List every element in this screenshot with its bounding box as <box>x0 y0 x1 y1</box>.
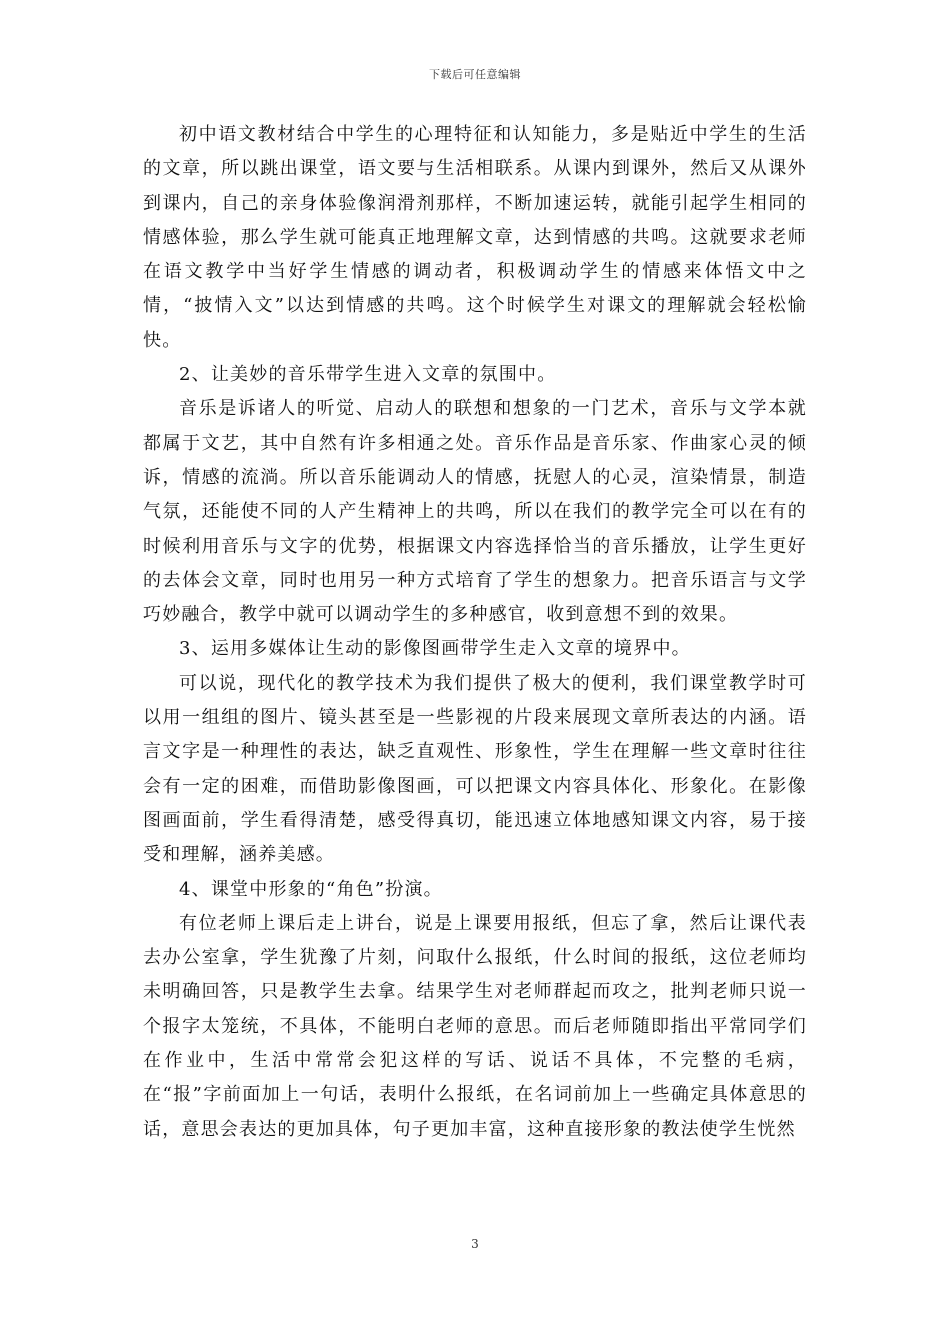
document-body <box>143 118 807 1147</box>
paragraph-multimedia: 可以说，现代化的教学技术为我们提供了极大的便利，我们课堂教学时可以用一组组的图片、镜头甚至是一些影视的片段来展现文章所表达的内涵。语言文字是一种理性的表达，缺乏直观性、形象性，学生在理解一些文章时往往会有一定的困难，而借助影像图画，可以把课文内容具体化、形象化。在影像图画面前，学生看得清楚，感受得真切，能迅速立体地感知课文内容，易于接受和理解，涵养美感。 <box>143 672 807 866</box>
paragraph-music: 音乐是诉诸人的听觉、启动人的联想和想象的一门艺术，音乐与文学本就都属于文艺，其中自然有许多相通之处。音乐作品是音乐家、作曲家心灵的倾诉，情感的流淌。所以音乐能调动人的情感，抚慰人的心灵，渲染情景，制造气氛，还能使不同的人产生精神上的共鸣，所以在我们的教学完全可以在有的时候利用音乐与文字的优势，根据课文内容选择恰当的音乐播放，让学生更好的去体会文章，同时也用另一种方式培育了学生的想象力。把音乐语言与文学巧妙融合，教学中就可以调动学生的多种感官，收到意想不到的效果。 <box>143 398 807 626</box>
paragraph-life-connection: 初中语文教材结合中学生的心理特征和认知能力，多是贴近中学生的生活的文章，所以跳出课堂，语文要与生活相联系。从课内到课外，然后又从课外到课内，自己的亲身体验像润滑剂那样，不断加速运转，就能引起学生相同的情感体验，那么学生就可能真正地理解文章，达到情感的共鸣。这就要求老师在语文教学中当好学生情感的调动者，积极调动学生的情感来体悟文中之情，“披情入文”以达到情感的共鸣。这个时候学生对课文的理解就会轻松愉快。 <box>143 124 807 351</box>
section-heading-music: 2、让美妙的音乐带学生进入文章的氛围中。 <box>179 364 557 386</box>
section-heading-role-play: 4、课堂中形象的“角色”扮演。 <box>179 878 443 900</box>
paragraph-role-play: 有位老师上课后走上讲台，说是上课要用报纸，但忘了拿，然后让课代表去办公室拿，学生犹豫了片刻，问取什么报纸，什么时间的报纸，这位老师均未明确回答，只是教学生去拿。结果学生对老师群起而攻之，批判老师只说一个报字太笼统，不具体，不能明白老师的意思。而后老师随即指出平常同学们在作业中，生活中常常会犯这样的写话、说话不具体，不完整的毛病，在“报”字前面加上一句话，表明什么报纸，在名词前加上一些确定具体意思的话，意思会表达的更加具体，句子更加丰富，这种直接形象的教法使学生恍然 <box>143 912 807 1140</box>
page-header: 下载后可任意编辑 <box>429 68 521 81</box>
section-heading-multimedia: 3、运用多媒体让生动的影像图画带学生走入文章的境界中。 <box>179 638 691 660</box>
page-number: 3 <box>471 1237 479 1251</box>
